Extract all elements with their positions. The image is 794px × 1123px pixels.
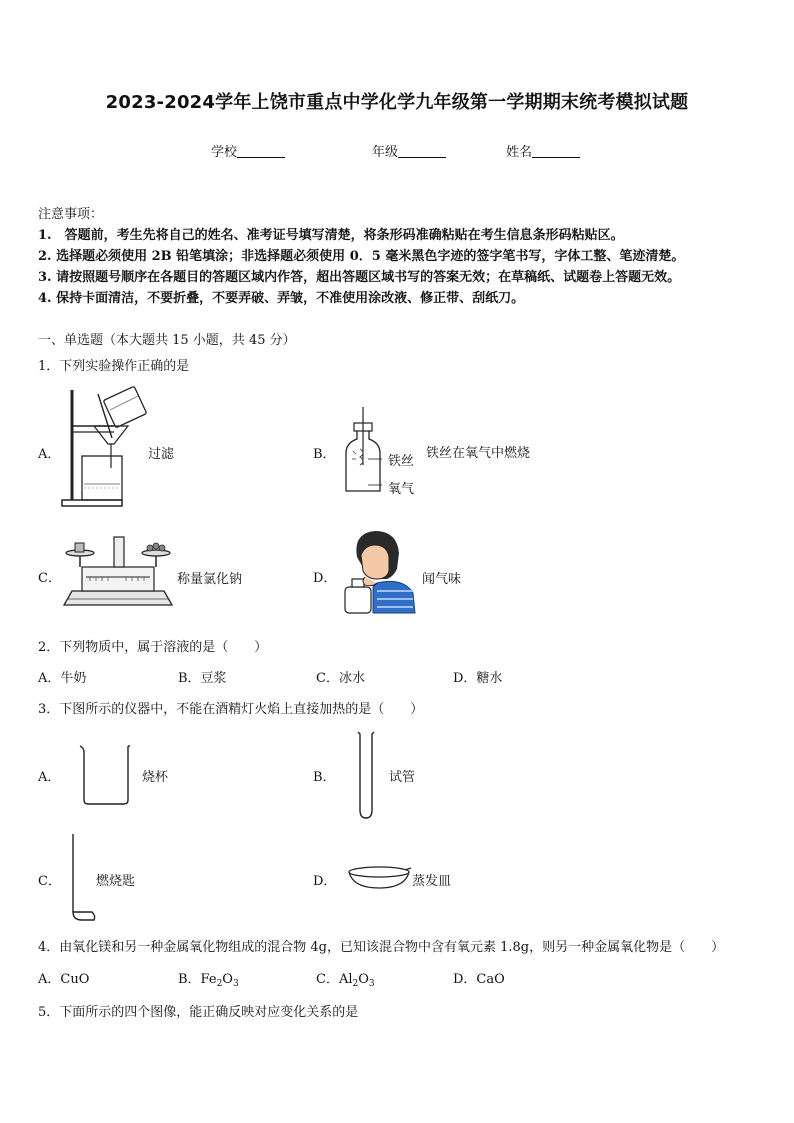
notice-item-2: 2. 选择题必须使用 2B 铅笔填涂；非选择题必须使用 0．5 毫米黑色字迹的签字笔书写，字体工整、笔迹清楚。	[38, 249, 685, 264]
q4-option-b-prefix: B．Fe	[178, 972, 217, 987]
q4-stem: 4．由氧化镁和另一种金属氧化物组成的混合物 4g，已知该混合物中含有氧元素 1.8g，则另一种金属氧化物是（ ）	[38, 940, 725, 955]
section-heading: 一、单选题（本大题共 15 小题，共 45 分）	[38, 333, 296, 348]
q1-option-c-label: 称量氯化钠	[177, 572, 243, 587]
q1-option-b-tag-wire: 铁丝	[388, 454, 415, 469]
beaker-illustration	[78, 742, 136, 808]
q1-option-d-label: 闻气味	[422, 572, 462, 587]
q3-option-d-label: 蒸发皿	[412, 874, 452, 889]
q3-option-a-letter[interactable]: A．	[38, 770, 61, 785]
q4-option-c[interactable]	[316, 968, 375, 987]
grade-field[interactable]	[372, 141, 446, 160]
q2-option-d[interactable]: D．糖水	[453, 671, 503, 686]
notice-item-1: 1. 答题前，考生先将自己的姓名、准考证号填写清楚，将条形码准确粘贴在考生信息条形码粘贴区。	[38, 228, 624, 243]
test-tube-illustration	[354, 730, 378, 822]
q1-option-b-label: 铁丝在氧气中燃烧	[426, 446, 531, 461]
name-label: 姓名	[506, 145, 533, 160]
balance-illustration	[60, 533, 176, 609]
q1-stem: 1．下列实验操作正确的是	[38, 359, 190, 374]
school-field[interactable]	[211, 141, 285, 160]
q3-option-a-label: 烧杯	[142, 770, 169, 785]
q1-option-b-letter[interactable]: B．	[313, 447, 336, 462]
q4-option-c-prefix: C．Al	[316, 972, 353, 987]
school-label: 学校	[211, 145, 238, 160]
q1-option-c-letter[interactable]: C．	[38, 571, 61, 586]
filtration-illustration	[58, 388, 153, 510]
q3-stem: 3．下图所示的仪器中，不能在酒精灯火焰上直接加热的是（ ）	[38, 702, 424, 717]
notice-heading: 注意事项：	[38, 207, 104, 222]
q1-option-a-label: 过滤	[148, 447, 175, 462]
q2-option-a[interactable]: A．牛奶	[38, 671, 87, 686]
q4-option-c-sub1: 2	[352, 979, 359, 989]
q3-option-c-letter[interactable]: C．	[38, 874, 61, 889]
page-title: 2023-2024学年上饶市重点中学化学九年级第一学期期末统考模拟试题	[105, 92, 689, 113]
q4-option-b-mid: O	[222, 972, 233, 987]
notice-item-4: 4. 保持卡面清洁，不要折叠，不要弄破、弄皱，不准使用涂改液、修正带、刮纸刀。	[38, 291, 525, 306]
q2-option-c[interactable]: C．冰水	[316, 671, 365, 686]
grade-blank[interactable]	[398, 145, 446, 158]
grade-label: 年级	[372, 145, 399, 160]
q2-option-b[interactable]: B．豆浆	[178, 671, 227, 686]
q4-option-b[interactable]	[178, 968, 239, 987]
evaporating-dish-illustration	[347, 864, 413, 892]
q4-option-c-sub2: 3	[368, 979, 375, 989]
q3-option-c-label: 燃烧匙	[96, 874, 136, 889]
q1-option-b-tag-gas: 氧气	[388, 482, 415, 497]
name-blank[interactable]	[532, 145, 580, 158]
q1-option-d-letter[interactable]: D．	[313, 571, 337, 586]
q3-option-b-label: 试管	[389, 770, 416, 785]
q3-option-b-letter[interactable]: B．	[313, 770, 336, 785]
q4-option-a[interactable]: A．CuO	[38, 972, 90, 987]
q4-option-c-mid: O	[358, 972, 369, 987]
name-field[interactable]	[506, 141, 580, 160]
q2-stem: 2．下列物质中，属于溶液的是（ ）	[38, 640, 268, 655]
smelling-person-illustration	[343, 527, 417, 615]
q3-option-d-letter[interactable]: D．	[313, 874, 337, 889]
q5-stem: 5．下面所示的四个图像，能正确反映对应变化关系的是	[38, 1005, 359, 1020]
q4-option-d[interactable]: D．CaO	[453, 972, 505, 987]
q4-option-b-sub1: 2	[216, 979, 223, 989]
notice-item-3: 3. 请按照题号顺序在各题目的答题区域内作答，超出答题区域书写的答案无效；在草稿纸、试题卷上答题无效。	[38, 270, 681, 285]
iron-wire-bottle-illustration	[338, 405, 388, 497]
school-blank[interactable]	[237, 145, 285, 158]
q1-option-a-letter[interactable]: A．	[38, 447, 61, 462]
q4-option-b-sub2: 3	[232, 979, 239, 989]
